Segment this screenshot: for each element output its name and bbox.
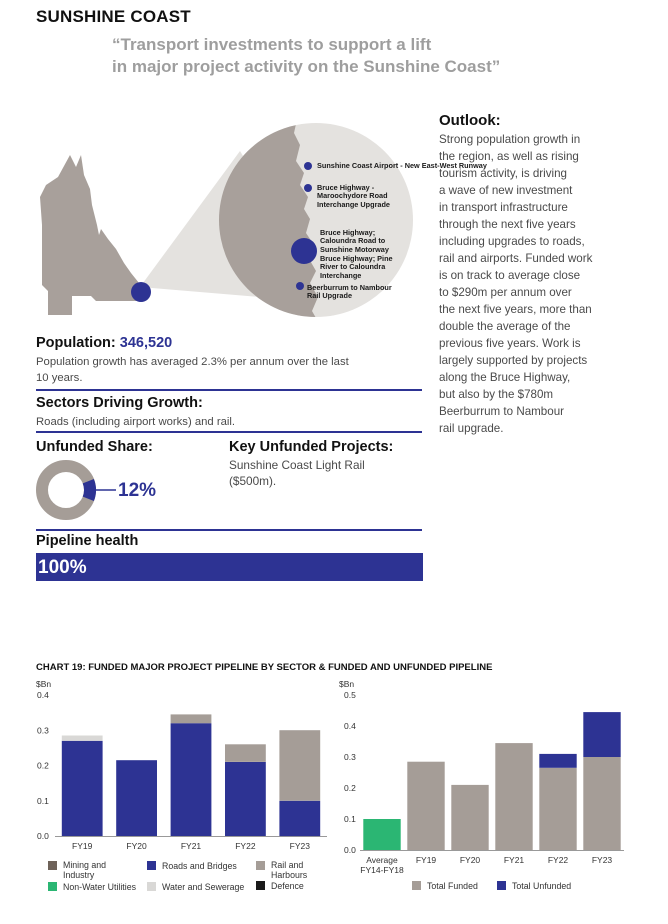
map-label: Bruce Highway; Caloundra Road to Sunshine Motorway: [320, 228, 389, 254]
outlook-line: tourism activity, is driving: [439, 167, 567, 180]
outlook-line: a wave of new investment: [439, 184, 573, 197]
legend-label-roads: Roads and Bridges: [162, 861, 237, 871]
bar-segment: [495, 743, 532, 850]
legend-swatch-utilities: [48, 882, 57, 891]
legend-swatch-unfunded: [497, 881, 506, 890]
outlook-line: Strong population growth in: [439, 133, 581, 146]
outlook-heading: Outlook:: [439, 112, 501, 129]
pipeline-bar: [36, 553, 423, 581]
quote-line-1: “Transport investments to support a lift: [112, 35, 432, 54]
key-project-line: Sunshine Coast Light Rail: [229, 458, 365, 472]
outlook-line: in transport infrastructure: [439, 201, 568, 214]
outlook-line: the next five years, more than: [439, 303, 592, 316]
map-label: Bruce Highway; Pine River to Caloundra Interchange: [320, 254, 393, 280]
x-tick-label: FY22: [235, 841, 256, 851]
sectors-heading: Sectors Driving Growth:: [36, 395, 203, 411]
y-tick-label: 0.2: [37, 760, 49, 771]
divider: [36, 431, 422, 433]
chart-title: CHART 19: FUNDED MAJOR PROJECT PIPELINE BY SECTOR & FUNDED AND UNFUNDED PIPELINE: [36, 662, 493, 673]
outlook-line: through the next five years: [439, 218, 576, 231]
outlook-line: Beerburrum to Nambour: [439, 405, 565, 418]
key-projects-heading: Key Unfunded Projects:: [229, 439, 394, 455]
bar-segment: [171, 723, 212, 836]
legend-label-water: Water and Sewerage: [162, 882, 245, 892]
key-projects-text: [229, 457, 365, 489]
x-tick-label: FY20: [126, 841, 147, 851]
y-tick-label: 0.2: [344, 783, 356, 793]
outlook-line: previous five years. Work is: [439, 337, 581, 350]
quote-line-2: in major project activity on the Sunshine Coast”: [112, 57, 501, 76]
outlook-line: rail and airports. Funded work: [439, 252, 593, 265]
bar-segment: [583, 712, 620, 757]
bar-segment: [62, 741, 103, 836]
population-value: 346,520: [119, 335, 173, 351]
outlook-line: but also by the $780m: [439, 388, 554, 401]
bar-segment: [225, 744, 266, 762]
bar-segment: [407, 762, 444, 850]
unfunded-heading: Unfunded Share:: [36, 439, 153, 455]
map-label: Sunshine Coast Airport - New East-West Runway: [317, 161, 487, 170]
y-tick-label: 0.1: [344, 814, 356, 824]
x-tick-label: Average: [366, 855, 398, 865]
bar-segment: [279, 801, 320, 836]
outlook-line: rail upgrade.: [439, 422, 504, 435]
sectors-text: Roads (including airport works) and rail.: [36, 416, 236, 428]
region-marker: [131, 282, 151, 302]
project-marker: [291, 238, 317, 264]
y-tick-label: 0.0: [37, 831, 49, 841]
divider: [36, 389, 422, 391]
chart-funded-unfunded: [334, 675, 634, 883]
x-tick-label: FY21: [503, 855, 525, 865]
outlook-line: including upgrades to roads,: [439, 235, 585, 248]
legend-swatch-mining: [48, 861, 57, 870]
bar-segment: [451, 785, 488, 850]
x-tick-label: FY20: [459, 855, 481, 865]
y-axis-label: $Bn: [339, 679, 355, 689]
y-tick-label: 0.3: [344, 752, 356, 762]
map-label: Bruce Highway - Maroochydore Road Interchange Upgrade: [317, 183, 390, 209]
divider: [36, 529, 422, 531]
project-marker: [304, 184, 312, 192]
bar-segment: [225, 762, 266, 836]
outlook-line: to $290m per annum over: [439, 286, 572, 299]
legend-label-unfunded: Total Unfunded: [512, 881, 572, 891]
bar-segment: [171, 714, 212, 723]
bar-segment: [279, 730, 320, 801]
outlook-line: largely supported by projects: [439, 354, 588, 367]
y-tick-label: 0.3: [37, 725, 49, 736]
unfunded-value: 12%: [118, 480, 157, 501]
x-tick-label: FY19: [72, 841, 93, 851]
project-marker: [296, 282, 304, 290]
legend-label-rail: Rail and Harbours: [271, 860, 308, 880]
bar-segment: [539, 754, 576, 768]
queensland-shape: [40, 155, 143, 315]
y-tick-label: 0.4: [344, 721, 356, 731]
x-tick-label: FY23: [289, 841, 310, 851]
page-title: SUNSHINE COAST: [36, 7, 191, 26]
population-heading: [36, 335, 172, 351]
x-tick-label: FY14-FY18: [360, 865, 404, 875]
y-tick-label: 0.4: [37, 690, 49, 700]
legend-label-mining: Mining and Industry: [63, 860, 107, 880]
legend-swatch-funded: [412, 881, 421, 890]
x-tick-label: FY21: [180, 841, 202, 851]
population-text-line: Population growth has averaged 2.3% per annum over the last: [36, 356, 349, 368]
map-label: Beerburrum to Nambour Rail Upgrade: [307, 283, 392, 301]
population-text: [36, 354, 349, 386]
outlook-line: along the Bruce Highway,: [439, 371, 571, 384]
legend-label-utilities: Non-Water Utilities: [63, 882, 136, 892]
legend-swatch-roads: [147, 861, 156, 870]
bar-segment: [116, 760, 157, 836]
legend-label-defence: Defence: [271, 881, 304, 891]
project-marker: [304, 162, 312, 170]
bar-segment: [539, 768, 576, 850]
legend-label-funded: Total Funded: [427, 881, 478, 891]
y-axis-label: $Bn: [36, 679, 52, 689]
outlook-line: double the average of the: [439, 320, 571, 333]
legend-swatch-rail: [256, 861, 265, 870]
outlook-text: [439, 131, 639, 437]
legend-swatch-defence: [256, 881, 265, 890]
population-text-line: 10 years.: [36, 372, 83, 384]
donut-ring: [42, 466, 90, 514]
key-project-line: ($500m).: [229, 474, 277, 488]
y-tick-label: 0.0: [344, 845, 356, 855]
pipeline-value: 100%: [38, 557, 87, 578]
bar-segment: [363, 819, 400, 850]
donut-unfunded-slice: [88, 481, 90, 499]
population-label: Population:: [36, 335, 116, 351]
outlook-line: is on track to average close: [439, 269, 581, 282]
x-tick-label: FY22: [547, 855, 569, 865]
pull-quote: [112, 34, 552, 78]
bar-segment: [62, 736, 103, 741]
pipeline-heading: Pipeline health: [36, 533, 139, 549]
y-tick-label: 0.1: [37, 795, 49, 806]
outlook-line: the region, as well as rising: [439, 150, 579, 163]
bar-segment: [583, 757, 620, 850]
x-tick-label: FY23: [591, 855, 613, 865]
y-tick-label: 0.5: [344, 690, 356, 700]
chart-sector-pipeline: [30, 675, 330, 857]
legend-swatch-water: [147, 882, 156, 891]
x-tick-label: FY19: [415, 855, 437, 865]
